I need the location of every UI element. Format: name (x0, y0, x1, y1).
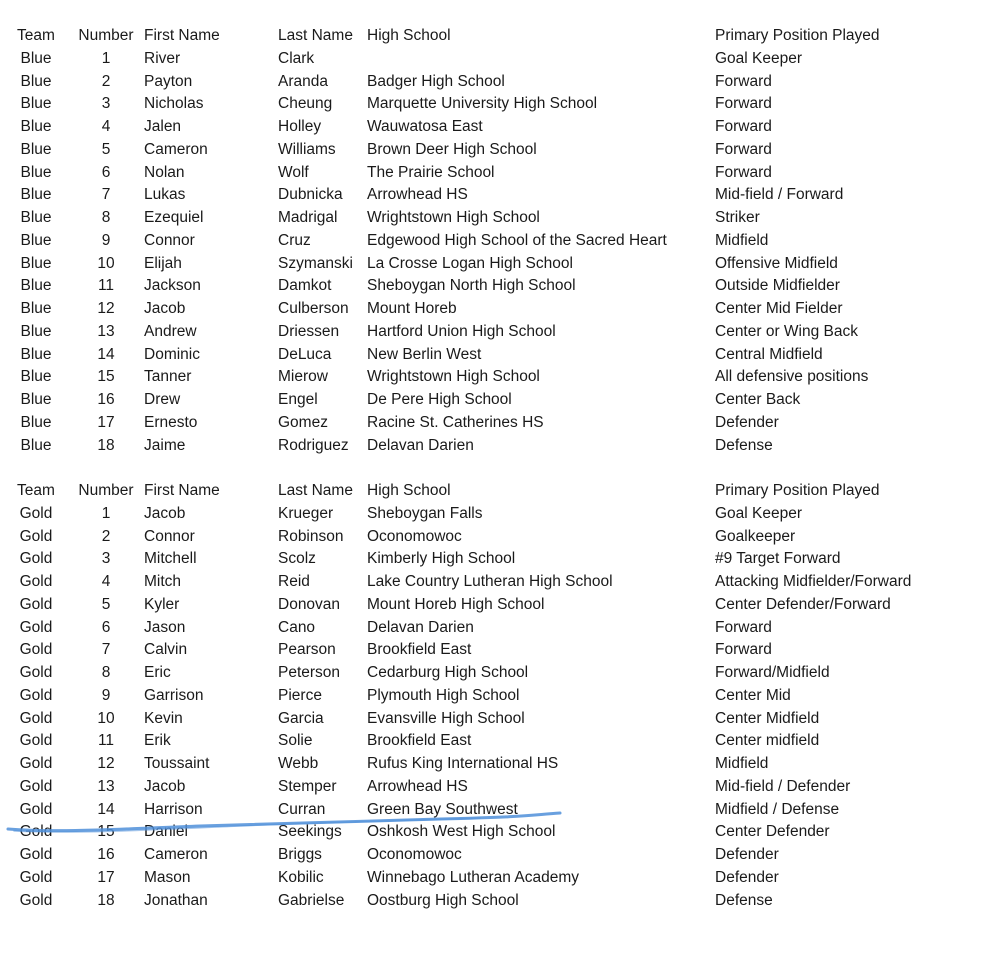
table-row (0, 230, 1000, 253)
table-row (0, 548, 1000, 571)
cell-high-school: Winnebago Lutheran Academy (367, 868, 579, 886)
cell-position: Center Mid Fielder (715, 300, 843, 317)
cell-number: 5 (101, 595, 111, 613)
cell-position: Center Back (715, 391, 801, 408)
cell-team: Blue (20, 209, 52, 226)
header-team: Team (17, 27, 55, 44)
cell-last-name: Donovan (278, 595, 341, 613)
cell-team: Gold (19, 504, 53, 522)
table-row (0, 298, 1000, 321)
header-high-school: High School (367, 27, 451, 44)
table-row (0, 867, 1000, 890)
cell-position: Center or Wing Back (715, 322, 858, 340)
cell-team: Blue (20, 413, 52, 431)
cell-first-name: Eric (144, 664, 171, 681)
cell-position: All defensive positions (715, 368, 869, 386)
cell-last-name: Dubnicka (278, 186, 343, 204)
cell-team: Gold (19, 573, 53, 590)
cell-last-name: Curran (278, 800, 326, 818)
cell-high-school (367, 48, 715, 71)
table-row (0, 162, 1000, 185)
cell-first-name: Jacob (144, 504, 186, 522)
cell-first-name: Toussaint (144, 755, 210, 772)
cell-high-school: Marquette University High School (367, 95, 598, 113)
cell-last-name: Holley (278, 118, 322, 135)
cell-first-name: Andrew (144, 322, 197, 340)
cell-first-name: Nicholas (144, 95, 204, 113)
table-row (0, 753, 1000, 776)
table-row (0, 685, 1000, 708)
cell-first-name: Connor (144, 527, 195, 545)
cell-high-school: Green Bay Southwest (367, 800, 518, 818)
cell-number: 2 (101, 527, 111, 545)
cell-number: 6 (101, 163, 111, 181)
cell-high-school: Arrowhead HS (367, 186, 468, 204)
cell-last-name: Cruz (278, 231, 311, 249)
cell-position: Striker (715, 209, 760, 226)
cell-team: Blue (20, 300, 52, 317)
cell-number: 17 (97, 868, 115, 886)
cell-position: Goal Keeper (715, 504, 803, 522)
cell-number: 3 (101, 550, 111, 568)
cell-last-name: Robinson (278, 527, 344, 545)
cell-last-name: Scolz (278, 550, 316, 568)
cell-last-name: Reid (278, 573, 310, 590)
cell-number: 12 (97, 300, 115, 317)
cell-team: Blue (20, 391, 52, 408)
cell-team: Gold (19, 550, 53, 568)
cell-team: Blue (20, 368, 52, 386)
cell-position: Center Defender (715, 823, 830, 841)
cell-first-name: Nolan (144, 163, 185, 181)
cell-high-school: Sheboygan North High School (367, 277, 576, 295)
cell-high-school: Wrightstown High School (367, 368, 540, 386)
cell-first-name: Cameron (144, 846, 208, 863)
cell-high-school: Mount Horeb High School (367, 595, 545, 613)
cell-position: Forward (715, 618, 772, 636)
cell-number: 12 (97, 755, 115, 772)
cell-position: Goal Keeper (715, 49, 803, 67)
cell-last-name: Kobilic (278, 868, 324, 886)
cell-first-name: Connor (144, 231, 195, 249)
cell-team: Gold (19, 755, 53, 772)
table-row (0, 617, 1000, 640)
gold-team-rows (0, 480, 1000, 912)
cell-high-school: Delavan Darien (367, 618, 474, 636)
cell-position: Midfield / Defense (715, 800, 840, 818)
cell-number: 16 (97, 846, 115, 863)
cell-last-name: Pearson (278, 641, 336, 659)
cell-last-name: Clark (278, 49, 315, 67)
table-row (0, 207, 1000, 230)
cell-last-name: Damkot (278, 277, 332, 295)
cell-team: Gold (19, 641, 53, 659)
cell-first-name: Tanner (144, 368, 192, 386)
table-row (0, 93, 1000, 116)
table-row (0, 48, 1000, 71)
table-row (0, 253, 1000, 276)
cell-position: Midfield (715, 231, 769, 249)
cell-team: Blue (20, 72, 52, 90)
cell-high-school: Oshkosh West High School (367, 823, 556, 841)
table-row (0, 526, 1000, 549)
header-position: Primary Position Played (715, 482, 880, 499)
header-position: Primary Position Played (715, 27, 880, 44)
cell-team: Blue (20, 345, 52, 363)
cell-last-name: Pierce (278, 686, 322, 704)
cell-first-name: Mitchell (144, 550, 197, 568)
cell-number: 4 (101, 573, 111, 590)
cell-high-school: Brown Deer High School (367, 140, 537, 158)
cell-last-name: Madrigal (278, 209, 338, 226)
cell-number: 3 (101, 95, 111, 113)
table-row (0, 890, 1000, 913)
gold-team-roster-table (0, 480, 1000, 912)
table-row (0, 435, 1000, 458)
cell-number: 7 (101, 186, 111, 204)
cell-team: Gold (19, 891, 53, 909)
cell-last-name: Szymanski (278, 254, 353, 272)
table-row (0, 366, 1000, 389)
table-row (0, 799, 1000, 822)
cell-last-name: Gomez (278, 413, 328, 431)
cell-position: Goalkeeper (715, 527, 796, 545)
cell-last-name: Cheung (278, 95, 333, 113)
cell-first-name: Payton (144, 72, 193, 90)
cell-last-name: Garcia (278, 709, 324, 727)
cell-high-school: Cedarburg High School (367, 664, 529, 681)
table-row (0, 730, 1000, 753)
cell-last-name: DeLuca (278, 345, 332, 363)
table-row (0, 821, 1000, 844)
cell-number: 1 (101, 504, 111, 522)
cell-position: Defender (715, 846, 779, 863)
cell-number: 9 (101, 231, 111, 249)
cell-position: #9 Target Forward (715, 550, 841, 568)
cell-team: Gold (19, 846, 53, 863)
table-row (0, 662, 1000, 685)
cell-position: Defender (715, 413, 779, 431)
table-row (0, 776, 1000, 799)
cell-high-school: La Crosse Logan High School (367, 254, 573, 272)
cell-team: Blue (20, 254, 52, 272)
cell-first-name: River (144, 49, 181, 67)
cell-number: 9 (101, 686, 111, 704)
cell-team: Blue (20, 322, 52, 340)
cell-position: Offensive Midfield (715, 254, 838, 272)
cell-position: Center Defender/Forward (715, 595, 891, 613)
cell-last-name: Krueger (278, 504, 334, 522)
cell-team: Blue (20, 95, 52, 113)
cell-last-name: Gabrielse (278, 891, 345, 909)
cell-team: Gold (19, 823, 53, 841)
blue-team-rows (0, 25, 1000, 457)
cell-number: 18 (97, 436, 115, 454)
table-row (0, 389, 1000, 412)
cell-team: Gold (19, 664, 53, 681)
cell-team: Gold (19, 777, 53, 795)
cell-first-name: Jacob (144, 300, 186, 317)
cell-position: Defense (715, 436, 773, 454)
cell-first-name: Kevin (144, 709, 183, 727)
cell-number: 10 (97, 709, 115, 727)
cell-team: Blue (20, 277, 52, 295)
cell-last-name: Engel (278, 391, 318, 408)
cell-first-name: Daniel (144, 823, 188, 841)
cell-first-name: Kyler (144, 595, 180, 613)
cell-number: 14 (97, 800, 115, 818)
cell-number: 17 (97, 413, 115, 431)
cell-last-name: Seekings (278, 823, 342, 841)
table-row (0, 344, 1000, 367)
cell-number: 11 (97, 732, 115, 750)
table-row (0, 412, 1000, 435)
cell-first-name: Mason (144, 868, 191, 886)
cell-first-name: Cameron (144, 140, 208, 158)
table-row (0, 594, 1000, 617)
cell-first-name: Elijah (144, 254, 182, 272)
blue-team-roster-table (0, 25, 1000, 457)
cell-last-name: Briggs (278, 846, 322, 863)
cell-position: Outside Midfielder (715, 277, 840, 295)
cell-last-name: Rodriguez (278, 436, 349, 454)
cell-last-name: Wolf (278, 163, 309, 181)
table-row (0, 708, 1000, 731)
cell-high-school: Edgewood High School of the Sacred Heart (367, 231, 667, 249)
cell-high-school: Plymouth High School (367, 686, 520, 704)
cell-high-school: Racine St. Catherines HS (367, 413, 544, 431)
cell-position: Forward (715, 72, 772, 90)
cell-high-school: New Berlin West (367, 345, 482, 363)
cell-first-name: Drew (144, 391, 181, 408)
cell-position: Defense (715, 891, 773, 909)
cell-team: Gold (19, 732, 53, 750)
cell-number: 15 (97, 823, 115, 841)
cell-last-name: Aranda (278, 72, 328, 90)
cell-team: Gold (19, 527, 53, 545)
cell-last-name: Webb (278, 755, 319, 772)
header-last-name: Last Name (278, 27, 353, 44)
cell-first-name: Harrison (144, 800, 203, 818)
table-row (0, 275, 1000, 298)
cell-team: Blue (20, 140, 52, 158)
cell-first-name: Mitch (144, 573, 182, 590)
cell-number: 5 (101, 140, 111, 158)
cell-position: Defender (715, 868, 779, 886)
header-last-name: Last Name (278, 482, 353, 499)
cell-high-school: Wauwatosa East (367, 118, 483, 135)
cell-high-school: Wrightstown High School (367, 209, 540, 226)
cell-last-name: Stemper (278, 777, 337, 795)
header-number: Number (78, 482, 134, 499)
cell-high-school: Badger High School (367, 72, 505, 90)
cell-last-name: Solie (278, 732, 313, 750)
cell-high-school: Sheboygan Falls (367, 504, 483, 522)
cell-position: Center Mid (715, 686, 791, 704)
header-team: Team (17, 482, 55, 499)
table-row (0, 503, 1000, 526)
cell-team: Blue (20, 436, 52, 454)
cell-position: Forward (715, 641, 772, 659)
cell-first-name: Jalen (144, 118, 182, 135)
cell-high-school: Kimberly High School (367, 550, 516, 568)
cell-high-school: Oconomowoc (367, 846, 462, 863)
cell-number: 7 (101, 641, 111, 659)
header-first-name: First Name (144, 482, 220, 499)
cell-number: 11 (97, 277, 115, 295)
cell-high-school: Oconomowoc (367, 527, 462, 545)
cell-high-school: Oostburg High School (367, 891, 519, 909)
cell-first-name: Jackson (144, 277, 201, 295)
cell-position: Forward/Midfield (715, 664, 830, 681)
cell-last-name: Mierow (278, 368, 328, 386)
cell-high-school: De Pere High School (367, 391, 512, 408)
cell-last-name: Culberson (278, 300, 349, 317)
cell-position: Central Midfield (715, 345, 823, 363)
header-row (0, 25, 1000, 48)
cell-number: 15 (97, 368, 115, 386)
cell-first-name: Lukas (144, 186, 186, 204)
cell-high-school: Mount Horeb (367, 300, 457, 317)
cell-first-name: Garrison (144, 686, 204, 704)
cell-first-name: Jonathan (144, 891, 208, 909)
table-row (0, 184, 1000, 207)
table-row (0, 139, 1000, 162)
cell-position: Forward (715, 163, 772, 181)
table-row (0, 844, 1000, 867)
cell-number: 10 (97, 254, 115, 272)
cell-high-school: Brookfield East (367, 732, 472, 750)
table-row (0, 321, 1000, 344)
cell-high-school: The Prairie School (367, 163, 495, 181)
cell-position: Mid-field / Forward (715, 186, 844, 204)
cell-number: 2 (101, 72, 111, 90)
cell-first-name: Calvin (144, 641, 188, 659)
cell-team: Gold (19, 595, 53, 613)
cell-number: 18 (97, 891, 115, 909)
table-row (0, 116, 1000, 139)
cell-high-school: Rufus King International HS (367, 755, 559, 772)
cell-first-name: Ezequiel (144, 209, 204, 226)
cell-first-name: Ernesto (144, 413, 198, 431)
cell-position: Forward (715, 140, 772, 158)
cell-last-name: Driessen (278, 322, 340, 340)
cell-team: Gold (19, 686, 53, 704)
cell-first-name: Jason (144, 618, 186, 636)
table-row (0, 571, 1000, 594)
cell-position: Center midfield (715, 732, 820, 750)
cell-number: 8 (101, 664, 111, 681)
header-row (0, 480, 1000, 503)
header-first-name: First Name (144, 27, 220, 44)
cell-number: 13 (97, 777, 115, 795)
cell-number: 16 (97, 391, 115, 408)
cell-number: 14 (97, 345, 115, 363)
cell-last-name: Williams (278, 140, 336, 158)
cell-team: Blue (20, 49, 52, 67)
cell-high-school: Evansville High School (367, 709, 525, 727)
cell-team: Blue (20, 118, 52, 135)
cell-first-name: Dominic (144, 345, 200, 363)
cell-team: Blue (20, 163, 52, 181)
table-row (0, 639, 1000, 662)
cell-first-name: Jacob (144, 777, 186, 795)
header-high-school: High School (367, 482, 451, 499)
cell-number: 6 (101, 618, 111, 636)
cell-first-name: Jaime (144, 436, 186, 454)
header-number: Number (78, 27, 134, 44)
cell-team: Blue (20, 186, 52, 204)
cell-team: Gold (19, 800, 53, 818)
cell-last-name: Cano (278, 618, 316, 636)
cell-high-school: Lake Country Lutheran High School (367, 573, 613, 590)
cell-position: Forward (715, 118, 772, 135)
cell-high-school: Arrowhead HS (367, 777, 468, 795)
cell-high-school: Brookfield East (367, 641, 472, 659)
cell-number: 8 (101, 209, 111, 226)
cell-team: Gold (19, 618, 53, 636)
cell-number: 4 (101, 118, 111, 135)
cell-position: Mid-field / Defender (715, 777, 851, 795)
cell-position: Attacking Midfielder/Forward (715, 573, 912, 590)
cell-last-name: Peterson (278, 664, 341, 681)
cell-high-school: Hartford Union High School (367, 322, 556, 340)
cell-number: 1 (101, 49, 111, 67)
cell-team: Gold (19, 709, 53, 727)
cell-number: 13 (97, 322, 115, 340)
cell-team: Gold (19, 868, 53, 886)
cell-position: Center Midfield (715, 709, 820, 727)
cell-position: Midfield (715, 755, 769, 772)
cell-team: Blue (20, 231, 52, 249)
cell-position: Forward (715, 95, 772, 113)
cell-first-name: Erik (144, 732, 171, 750)
cell-high-school: Delavan Darien (367, 436, 474, 454)
table-row (0, 71, 1000, 94)
